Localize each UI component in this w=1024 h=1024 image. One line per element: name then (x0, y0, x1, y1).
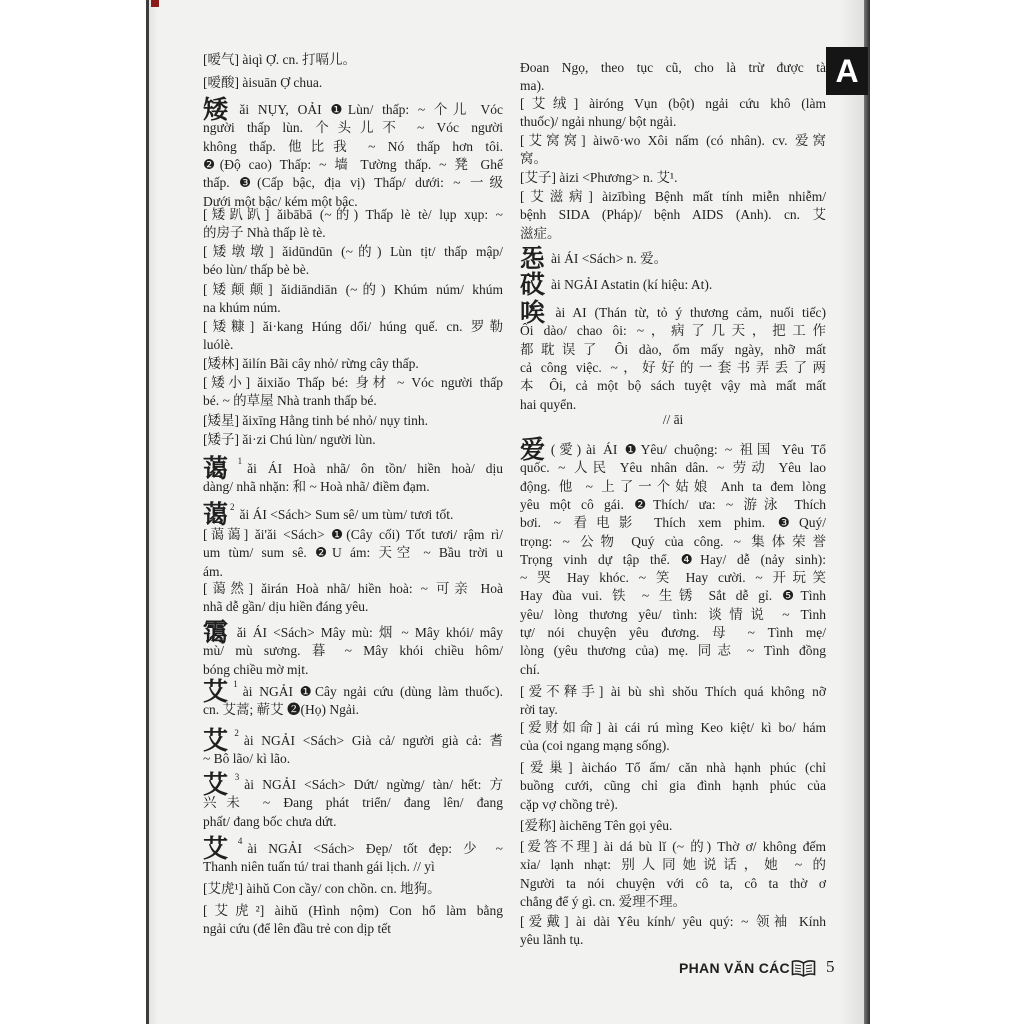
entry-text: ài NGẢI <Sách> Dứt/ ngừng/ tàn/ hết: 方 (244, 777, 503, 792)
entry-line: luólè. (203, 337, 234, 353)
open-book-icon (791, 959, 816, 977)
entry-line: nhã dễ gần/ dịu hiền đáng yêu. (203, 599, 369, 615)
entry-line: ❷(Độ cao) Thấp: ~ 墙 Tường thấp. ~ 凳 Ghế (203, 156, 503, 172)
entry-line: [嗳酸] àisuān Ợ chua. (203, 75, 323, 90)
entry-line: Thanh niên tuấn tú/ trai thanh gái lịch. // yì (203, 859, 435, 875)
entry-line: thuốc)/ ngải nhung/ bột ngải. (520, 114, 677, 130)
entry-line: ngải cứu (để lên đầu trẻ con dịp tết (203, 921, 391, 937)
entry-line: [嗳气] àiqì Ợ. cn. 打嗝儿。 (203, 52, 356, 67)
entry-line: 兴未 ~ Đang phát triển/ đang lên/ đang (203, 795, 503, 811)
entry-text: ài NGẢI Astatin (kí hiệu: At). (551, 277, 713, 292)
footer-author: PHAN VĂN CÁC (679, 960, 790, 976)
entry-line: // āi (662, 412, 684, 427)
homograph-number: 2 (234, 728, 239, 738)
entry-line: tự/ nói chuyện yêu đương. 母 ~ Tình mẹ/ (520, 625, 826, 640)
headword-char: 唉 (520, 298, 550, 327)
bookmark-ribbon (151, 0, 159, 7)
entry-text: ài ÁI ❶Yêu/ chuộng: ~ 祖国 Yêu Tổ (586, 442, 826, 457)
entry-line: yêu lãnh tụ. (520, 932, 584, 948)
entry-line (203, 95, 503, 124)
section-tab (826, 47, 868, 95)
headword-char: 艾 (203, 677, 232, 706)
entry-line: [爱不释手] ài bù shì shǒu Thích quá không nỡ (520, 684, 826, 699)
homograph-number: 1 (237, 456, 243, 466)
entry-line: chí. (520, 661, 540, 677)
entry-line: người thấp lùn. 个头儿不 ~ Vóc người (203, 120, 503, 136)
entry-line: Ôi dào/ chao ôi: ~，病了几天，把工作 (520, 323, 826, 339)
entry-line: hai quyển. (520, 396, 577, 412)
entry-line: Người ta nói chuyện với cô ta, cô ta thờ ơ (520, 875, 826, 891)
entry-line: không thấp. 他比我 ~ Nó thấp hơn tôi. (203, 138, 503, 154)
entry-line: [爱戴] ài dài Yêu kính/ yêu quý: ~ 领袖 Kính (520, 914, 826, 929)
headword-char: 蔼 (203, 454, 236, 483)
entry-line: Trọng vinh dự tập thể. ❹Hay/ dễ (nảy sinh): (520, 551, 826, 567)
entry-line: yêu một cô gái. ❷Thích/ ưa: ~ 游泳 Thích (520, 496, 826, 512)
homograph-number: 3 (234, 772, 240, 782)
entry-line: phất/ đang bốc chưa dứt. (203, 813, 337, 829)
entry-line: cả công việc. ~，好好的一套书弄丢了两 (520, 359, 826, 375)
headword-char: 艾 (203, 834, 236, 863)
entry-text: ǎi ÁI <Sách> Sum sê/ um tùm/ tươi tốt. (239, 507, 454, 522)
headword-char: 砹 (520, 270, 546, 299)
entry-line (203, 770, 503, 799)
entry-line: [矮林] ǎilín Bãi cây nhỏ/ rừng cây thấp. (203, 356, 419, 371)
entry-line: quốc. ~ 人民 Yêu nhân dân. ~ 劳动 Yêu lao (520, 460, 826, 476)
entry-line: ~ Bô lão/ kì lão. (203, 751, 291, 767)
entry-line: [爱称] àichēng Tên gọi yêu. (520, 818, 673, 833)
entry-line: 的房子 Nhà thấp lè tè. (203, 225, 326, 241)
entry-line (520, 270, 826, 299)
entry-line: bóng chiều mờ mịt. (203, 661, 309, 677)
entry-line: xỉa/ lạnh nhạt: 别人同她说话，她 ~ 的 (520, 857, 826, 873)
entry-line: [矮子] ǎi·zi Chú lùn/ người lùn. (203, 432, 376, 447)
homograph-number: 2 (230, 502, 235, 512)
entry-line: mù/ mù sương. 暮 ~ Mây khói chiều hôm/ (203, 643, 503, 659)
entry-line: [矮小] ǎixiǎo Thấp bé: 身材 ~ Vóc người thấp (203, 375, 503, 390)
entry-text: ǎi NỤY, OẢI ❶Lùn/ thấp: ~ 个儿 Vóc (239, 102, 503, 117)
entry-line: [艾绒] àiróng Vụn (bột) ngải cứu khô (làm (520, 96, 826, 111)
entry-line: um tùm/ sum sê. ❷U ám: 天空 ~ Bầu trời u (203, 545, 503, 561)
entry-text: ài NGẢI ❶Cây ngải cứu (dùng làm thuốc). (242, 684, 503, 699)
entry-line: Đoan Ngọ, theo tục cũ, cho là trừ được tà (520, 60, 826, 75)
entry-line: cặp vợ chồng trẻ). (520, 796, 618, 812)
entry-line: [艾虎¹] àihǔ Con cầy/ con chồn. cn. 地狗。 (203, 881, 441, 896)
entry-line: chẳng để ý gì. cn. 爱理不理。 (520, 893, 687, 909)
entry-line (520, 298, 826, 327)
headword-char: 爱 (520, 435, 549, 464)
entry-text: ài AI (Thán từ, tỏ ý thương cảm, nuối tiếc) (555, 305, 826, 320)
left-column (203, 0, 503, 1024)
entry-line (203, 677, 503, 706)
entry-line: [矮墩墩] ǎidūndūn (~的) Lùn tịt/ thấp mập/ (203, 244, 503, 259)
headword-char: 艾 (203, 770, 233, 799)
entry-line: dàng/ nhã nhặn: 和 ~ Hoà nhã/ điềm đạm. (203, 479, 430, 495)
entry-line (203, 454, 503, 483)
headword-char: 霭 (203, 618, 231, 647)
entry-line: bơi. ~ 看电影 Thích xem phim. ❸Quý/ (520, 515, 826, 531)
entry-line: [矮颠颠] ǎidiāndiān (~的) Khúm núm/ khúm (203, 282, 503, 297)
entry-line: [爱巢] àicháo Tổ ấm/ căn nhà hạnh phúc (chỉ (520, 760, 826, 775)
entry-line: bệnh SIDA (Pháp)/ bệnh AIDS (Anh). cn. 艾 (520, 207, 826, 223)
entry-line: [爱财如命] ài cái rú mìng Keo kiệt/ kì bo/ hám (520, 720, 826, 735)
entry-line: [矮星] ǎixīng Hằng tinh bé nhỏ/ nụy tinh. (203, 413, 428, 428)
entry-line: na khúm núm. (203, 300, 281, 316)
entry-line: thấp. ❸(Cấp bậc, địa vị) Thấp/ dưới: ~ 一级 (203, 175, 503, 191)
entry-line: [蔼蔼] ǎi'ǎi <Sách> ❶(Cây cối) Tốt tươi/ rậm rì/ (203, 527, 503, 542)
entry-line (203, 726, 503, 755)
entry-line: buồng cưới, cũng chỉ gia đình hạnh phúc của (520, 778, 826, 794)
entry-line: lòng (yêu thương của) mẹ. 同志 ~ Tình đồng (520, 643, 826, 659)
entry-line: [艾窝窝] àiwō·wo Xôi nấm (có nhân). cv. 爱窝 (520, 133, 826, 148)
entry-line: cn. 艾蒿; 蕲艾 ❷(Họ) Ngải. (203, 702, 359, 718)
traditional-form: (愛) (550, 442, 582, 457)
entry-line: ~ 哭 Hay khóc. ~ 笑 Hay cười. ~ 开玩笑 (520, 570, 826, 586)
entry-line: [矮糠] ǎi·kang Húng dổi/ húng quế. cn. 罗勒 (203, 319, 503, 334)
entry-line: rời tay. (520, 702, 558, 718)
page-edge-left (146, 0, 149, 1024)
headword-char: 㤅 (520, 244, 546, 273)
entry-line: béo lùn/ thấp bè bè. (203, 262, 310, 278)
entry-line: [艾虎²] àihǔ (Hình nộm) Con hổ làm bằng (203, 903, 503, 918)
section-tab-letter: A (835, 53, 859, 89)
entry-line: yêu/ lòng thương yêu/ tình: 谈情说 ~ Tình (520, 606, 826, 622)
entry-line: [艾滋病] àizībìng Bệnh mất tính miễn nhiễm/ (520, 189, 826, 204)
entry-line (203, 834, 503, 863)
entry-line: của (coi ngang mạng sống). (520, 738, 670, 754)
headword-char: 矮 (203, 95, 234, 124)
entry-line (203, 618, 503, 647)
entry-text: ài ÁI <Sách> n. 爱。 (551, 251, 668, 266)
entry-line: trọng: ~ 公物 Quý của công. ~ 集体荣誉 (520, 533, 826, 549)
entry-line: [蔼然] ǎirán Hoà nhã/ hiền hoà: ~ 可亲 Hoà (203, 581, 503, 596)
headword-char: 艾 (203, 726, 233, 755)
entry-line (520, 435, 826, 464)
entry-line (520, 244, 826, 273)
entry-line: ma). (520, 78, 545, 94)
entry-line: động. 他 ~ 上了一个姑娘 Anh ta đem lòng (520, 478, 826, 494)
entry-text: ài NGẢI <Sách> Già cả/ người già cả: 耆 (243, 733, 503, 748)
homograph-number: 1 (233, 679, 238, 689)
entry-line: Dưới một bậc/ kém một bậc. (203, 193, 358, 209)
entry-line: 滋症。 (520, 225, 561, 241)
entry-line: 本 Ôi, cả một bộ sách tuyệt vậy mà mất mất (520, 378, 826, 394)
entry-text: ǎi ÁI <Sách> Mây mù: 烟 ~ Mây khói/ mây (236, 625, 503, 640)
entry-line: 窝。 (520, 151, 547, 167)
entry-line: [爱答不理] ài dá bù lǐ (~ 的) Thờ ơ/ không đếm (520, 839, 826, 854)
page-binding-edge (864, 0, 870, 1024)
entry-line: [艾子] àizi <Phương> n. 艾¹. (520, 170, 678, 185)
entry-line: [矮趴趴] ǎibābā (~的) Thấp lè tè/ lụp xụp: ~ (203, 207, 503, 222)
entry-line: bé. ~ 的草屋 Nhà tranh thấp bé. (203, 393, 377, 409)
entry-text: ǎi ÁI Hoà nhã/ ôn tồn/ hiền hoà/ dịu (247, 461, 503, 476)
entry-line: Hay đùa vui. 铁 ~ 生锈 Sắt dễ gỉ. ❺Tình (520, 588, 826, 604)
homograph-number: 4 (237, 836, 243, 846)
entry-line: ám. (203, 563, 223, 579)
entry-text: ài NGẢI <Sách> Đẹp/ tốt đẹp: 少 ~ (247, 841, 503, 856)
entry-line: 都耽误了 Ôi dào, ốm mấy ngày, nhỡ mất (520, 341, 826, 357)
entry-line (203, 500, 503, 529)
page-number: 5 (826, 957, 835, 976)
right-column (520, 0, 826, 1024)
headword-char: 蔼 (203, 500, 229, 529)
